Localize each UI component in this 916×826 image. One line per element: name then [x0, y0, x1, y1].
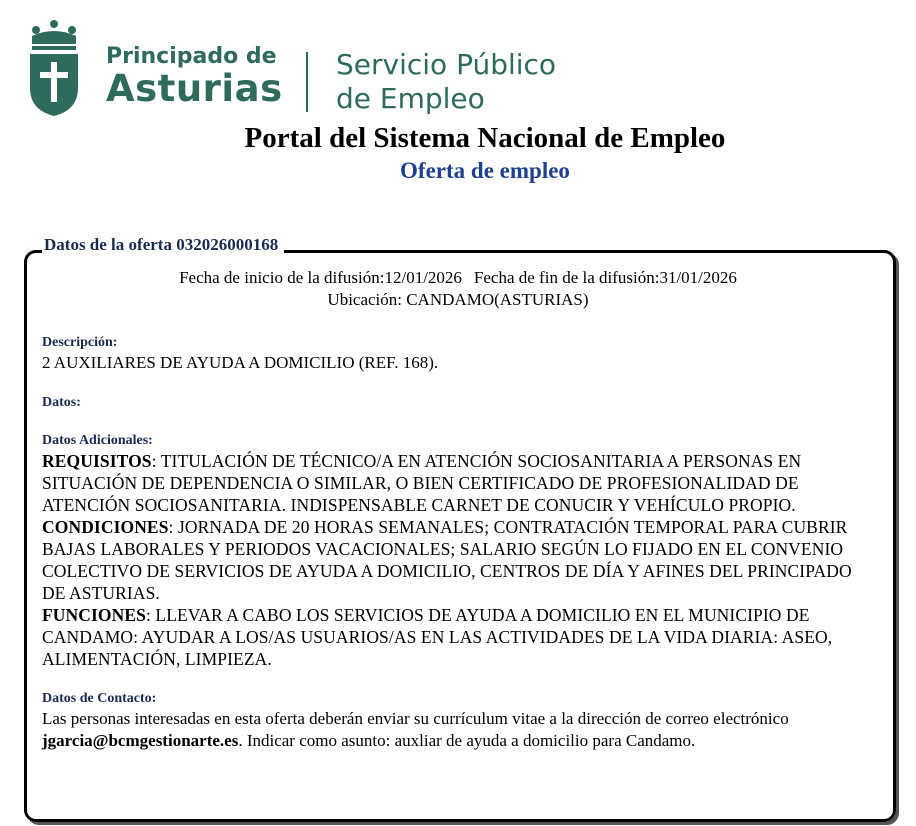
end-date-label: Fecha de fin de la difusión:	[473, 268, 660, 287]
legend-line	[322, 250, 887, 253]
location-value: CANDAMO(ASTURIAS)	[406, 290, 589, 309]
funciones-paragraph	[42, 604, 872, 670]
asturias-crest-icon	[26, 18, 82, 118]
page-title: Portal del Sistema Nacional de Empleo	[244, 122, 726, 154]
end-date: 31/01/2026	[659, 268, 737, 287]
condiciones-text: : JORNADA DE 20 HORAS SEMANALES; CONTRATACIÓN TEMPORAL PARA CUBRIR BAJAS LABORALES Y PERIODOS VACACIONALES; SALARIO SEGÚN LO FIJADO EN EL CONVENIO COLECTIVO DE SERVICIOS DE AYUDA A DOMICILIO, CENTROS DE DÍA Y AFINES DEL PRINCIPADO DE ASTURIAS.	[42, 517, 852, 603]
additional-data-label: Datos Adicionales:	[42, 433, 153, 448]
condiciones-paragraph	[42, 516, 872, 604]
funciones-text: : LLEVAR A CABO LOS SERVICIOS DE AYUDA A DOMICILIO EN EL MUNICIPIO DE CANDAMO: AYUDAR A LOS/AS USUARIOS/AS EN LAS ACTIVIDADES DE LA VIDA DIARIA: ASEO, ALIMENTACIÓN, LIMPIEZA.	[42, 605, 833, 669]
contact-post: . Indicar como asunto: auxliar de ayuda a domicilio para Candamo.	[238, 731, 696, 750]
requisitos-text: : TITULACIÓN DE TÉCNICO/A EN ATENCIÓN SOCIOSANITARIA A PERSONAS EN SITUACIÓN DE DEPENDENCIA O SIMILAR, O BIEN CERTIFICADO DE PROFESIONALIDAD DE ATENCIÓN SOCIOSANITARIA. INDISPENSABLE CARNET DE CONUCIR Y VEHÍCULO PROPIO.	[42, 451, 802, 515]
requisitos-paragraph	[42, 450, 872, 516]
page-subtitle: Oferta de empleo	[400, 158, 570, 183]
location-label: Ubicación:	[327, 290, 403, 309]
offer-content	[42, 334, 872, 752]
start-date: 12/01/2026	[384, 268, 462, 287]
brand-org-line2: Asturias	[106, 67, 283, 110]
contact-text	[42, 708, 872, 752]
description-label: Descripción:	[42, 335, 118, 350]
start-date-label: Fecha de inicio de la difusión:	[179, 268, 385, 287]
brand-service	[336, 48, 556, 116]
brand-org	[106, 44, 283, 110]
offer-legend: Datos de la oferta 032026000168	[42, 235, 284, 255]
requisitos-label: REQUISITOS	[42, 451, 152, 471]
contact-email[interactable]: jgarcia@bcmgestionarte.es	[42, 731, 239, 750]
brand-org-line1: Principado de	[106, 44, 277, 69]
brand-service-line1: Servicio Público	[336, 48, 557, 81]
contact-label: Datos de Contacto:	[42, 691, 157, 706]
funciones-label: FUNCIONES	[42, 605, 146, 625]
diffusion-dates	[0, 267, 916, 289]
contact-pre: Las personas interesadas en esta oferta deberán enviar su currículum vitae a la dirección de correo electrónico	[42, 709, 789, 728]
data-label: Datos:	[42, 395, 81, 410]
offer-dates	[0, 267, 916, 311]
brand-service-line2: de Empleo	[336, 82, 485, 115]
brand-divider	[306, 52, 308, 112]
condiciones-label: CONDICIONES	[42, 517, 169, 537]
logo	[22, 18, 582, 122]
location-line	[0, 289, 916, 311]
description-text: 2 AUXILIARES DE AYUDA A DOMICILIO (REF. 168).	[42, 353, 439, 372]
